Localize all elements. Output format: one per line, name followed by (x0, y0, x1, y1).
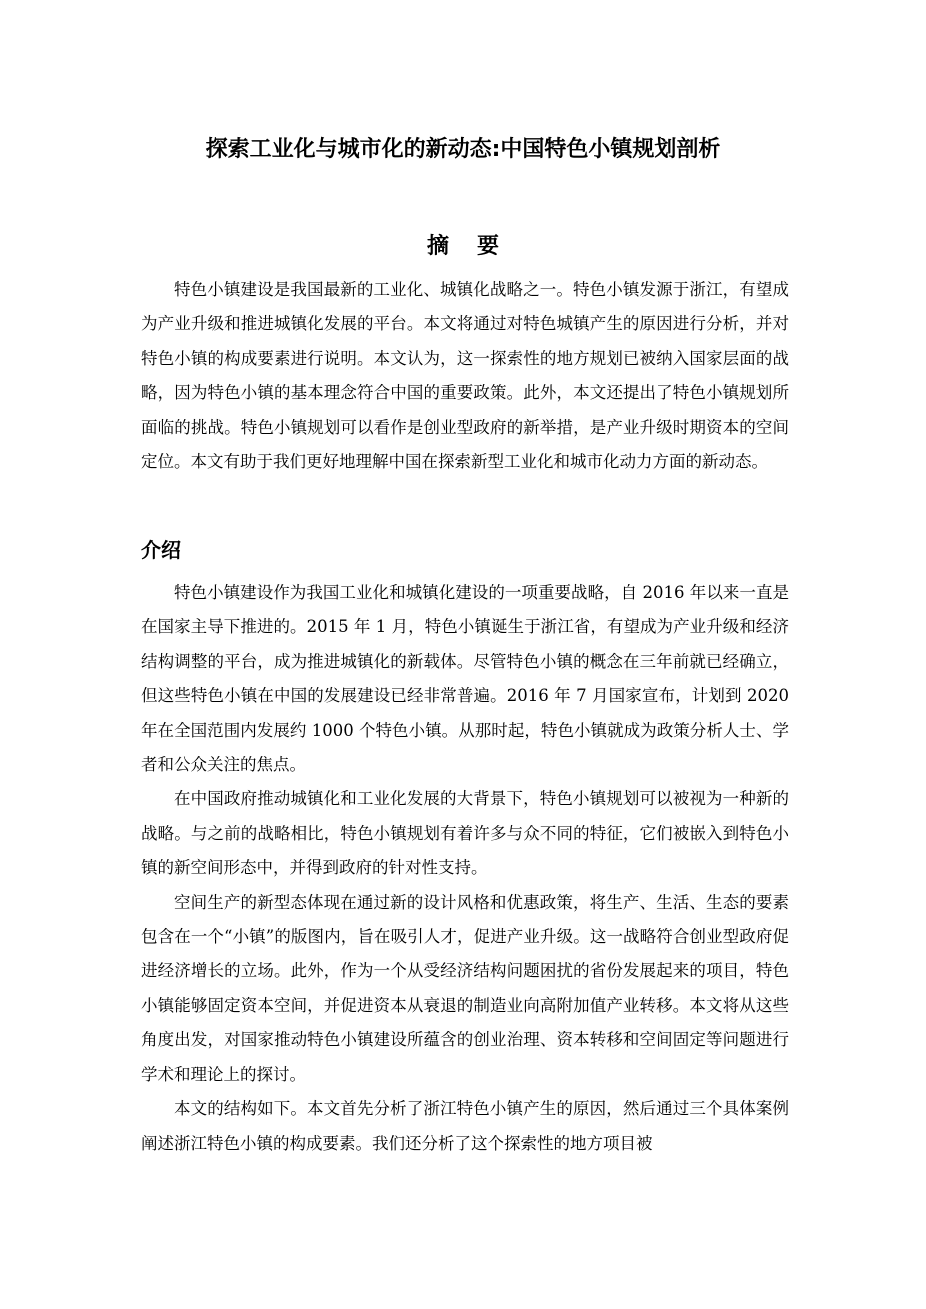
abstract-heading: 摘要 (426, 234, 527, 259)
abstract-paragraph: 特色小镇建设是我国最新的工业化、城镇化战略之一。特色小镇发源于浙江，有望成为产业升级和推进城镇化发展的平台。本文将通过对特色城镇产生的原因进行分析，并对特色小镇的构成要素进行说明。本文认为，这一探索性的地方规划已被纳入国家层面的战略，因为特色小镇的基本理念符合中国的重要政策。此外，本文还提出了特色小镇规划所面临的挑战。特色小镇规划可以看作是创业型政府的新举措，是产业升级时期资本的空间定位。本文有助于我们更好地理解中国在探索新型工业化和城市化动力方面的新动态。 (141, 280, 789, 472)
intro-paragraph-3: 空间生产的新型态体现在通过新的设计风格和优惠政策，将生产、生活、生态的要素包含在一个“小镇”的版图内，旨在吸引人才，促进产业升级。这一战略符合创业型政府促进经济增长的立场。此外，作为一个从受经济结构问题困扰的省份发展起来的项目，特色小镇能够固定资本空间，并促进资本从衰退的制造业向高附加值产业转移。本文将从这些角度出发，对国家推动特色小镇建设所蕴含的创业治理、资本转移和空间固定等问题进行学术和理论上的探讨。 (141, 892, 789, 1084)
introduction-body (141, 576, 789, 1161)
introduction-heading: 介绍 (141, 538, 181, 562)
abstract-body (141, 273, 789, 479)
paper-title: 探索工业化与城市化的新动态:中国特色小镇规划剖析 (205, 137, 721, 162)
intro-paragraph-4: 本文的结构如下。本文首先分析了浙江特色小镇产生的原因，然后通过三个具体案例阐述浙江特色小镇的构成要素。我们还分析了这个探索性的地方项目被 (141, 1099, 789, 1153)
intro-paragraph-2: 在中国政府推动城镇化和工业化发展的大背景下，特色小镇规划可以被视为一种新的战略。与之前的战略相比，特色小镇规划有着许多与众不同的特征，它们被嵌入到特色小镇的新空间形态中，并得到政府的针对性支持。 (141, 789, 789, 878)
intro-paragraph-1: 特色小镇建设作为我国工业化和城镇化建设的一项重要战略，自 2016 年以来一直是在国家主导下推进的。2015 年 1 月，特色小镇诞生于浙江省，有望成为产业升级和经济结构调整的平台，成为推进城镇化的新载体。尽管特色小镇的概念在三年前就已经确立，但这些特色小镇在中国的发展建设已经非常普遍。2016 年 7 月国家宣布，计划到 2020 年在全国范围内发展约 1000 个特色小镇。从那时起，特色小镇就成为政策分析人士、学者和公众关注的焦点。 (141, 583, 789, 775)
